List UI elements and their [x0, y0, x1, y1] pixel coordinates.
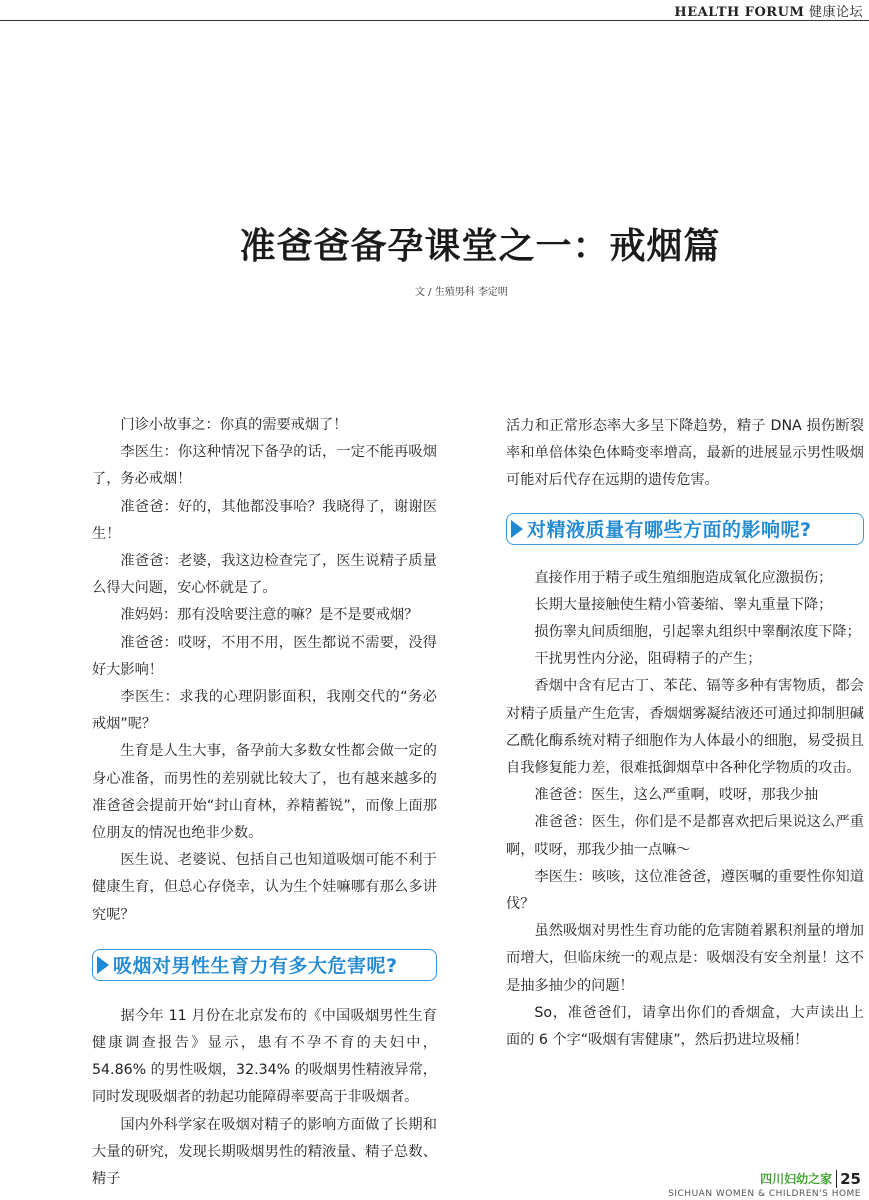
paragraph: 据今年 11 月份在北京发布的《中国吸烟男性生育健康调查报告》显示，患有不孕不育的夫妇中，54.86% 的男性吸烟，32.34% 的吸烟男性精液异常，同时发现吸烟者的勃起功能障碍率要高于非吸烟者。 — [92, 1007, 437, 1106]
paragraph: 李医生：你这种情况下备孕的话，一定不能再吸烟了，务必戒烟！ — [92, 444, 437, 488]
paragraph: 长期大量接触使生精小管萎缩、睾丸重量下降； — [534, 596, 833, 613]
page-footer — [668, 1168, 861, 1199]
running-header — [0, 0, 869, 22]
section-label — [674, 1, 863, 20]
journal-name-en: SICHUAN WOMEN & CHILDREN'S HOME — [668, 1188, 861, 1199]
section-heading-text: 吸烟对男性生育力有多大危害呢? — [113, 955, 398, 978]
paragraph: 干扰男性内分泌，阻碍精子的产生； — [534, 651, 762, 668]
play-arrow-icon — [511, 520, 523, 538]
paragraph: 门诊小故事之：你真的需要戒烟了！ — [120, 417, 348, 433]
paragraph: 准爸爸：老婆，我这边检查完了，医生说精子质量么得大问题，安心怀就是了。 — [92, 553, 437, 597]
page-number: 25 — [836, 1170, 861, 1188]
paragraph: 损伤睾丸间质细胞，引起睾丸组织中睾酮浓度下降； — [534, 624, 861, 641]
paragraph: 准爸爸：医生，这么严重啊，哎呀，那我少抽 — [534, 787, 819, 804]
paragraph: So，准爸爸们，请拿出你们的香烟盒，大声读出上面的 6 个字“吸烟有害健康”，然后扔进垃圾桶！ — [506, 1004, 864, 1049]
paragraph: 医生说、老婆说、包括自己也知道吸烟可能不利于健康生育，但总心存侥幸，认为生个娃嘛哪有那么多讲究呢？ — [92, 852, 437, 923]
play-arrow-icon — [97, 956, 109, 974]
section-heading — [506, 513, 864, 545]
paragraph: 李医生：咳咳，这位准爸爸，遵医嘱的重要性你知道伐？ — [506, 868, 864, 913]
header-rule — [0, 20, 869, 21]
paragraph: 国内外科学家在吸烟对精子的影响方面做了长期和大量的研究，发现长期吸烟男性的精液量、精子总数、精子 — [92, 1116, 437, 1188]
paragraph: 虽然吸烟对男性生育功能的危害随着累积剂量的增加而增大，但临床统一的观点是：吸烟没有安全剂量！这不是抽多抽少的问题！ — [506, 923, 864, 994]
section-label-en: HEALTH FORUM — [674, 5, 805, 20]
journal-name-cn: 四川妇幼之家 — [760, 1172, 833, 1186]
paragraph: 活力和正常形态率大多呈下降趋势，精子 DNA 损伤断裂率和单倍体染色体畸变率增高，最新的进展显示男性吸烟可能对后代存在远期的遗传危害。 — [506, 418, 864, 489]
paragraph: 准爸爸：好的，其他都没事哈？我晓得了，谢谢医生！ — [92, 498, 437, 542]
paragraph: 直接作用于精子或生殖细胞造成氧化应激损伤； — [534, 569, 833, 586]
paragraph: 生育是人生大事，备孕前大多数女性都会做一定的身心准备，而男性的差别就比较大了，也有越来越多的准爸爸会提前开始“封山育林，养精蓄锐”，而像上面那位朋友的情况也绝非少数。 — [92, 743, 437, 842]
article-author: 文 / 生殖男科 李定明 — [415, 287, 508, 298]
paragraph: 准妈妈：那有没啥要注意的嘛？是不是要戒烟？ — [120, 607, 419, 624]
section-label-cn: 健康论坛 — [808, 5, 863, 20]
section-heading — [92, 949, 437, 981]
paragraph: 准爸爸：哎呀，不用不用，医生都说不需要，没得好大影响！ — [92, 634, 437, 678]
section-heading-text: 对精液质量有哪些方面的影响呢? — [527, 519, 812, 542]
paragraph: 李医生：求我的心理阴影面积，我刚交代的“务必戒烟”呢？ — [92, 689, 437, 733]
left-column — [92, 412, 437, 1193]
right-column — [506, 413, 864, 1054]
paragraph: 香烟中含有尼古丁、苯芘、镉等多种有害物质，都会对精子质量产生危害，香烟烟雾凝结液还可通过抑制胆碱乙酰化酶系统对精子细胞作为人体最小的细胞，易受损且自我修复能力差，很难抵御烟草中各种化学物质的攻击。 — [506, 678, 864, 777]
paragraph: 准爸爸：医生，你们是不是都喜欢把后果说这么严重啊，哎呀，那我少抽一点嘛～ — [506, 814, 864, 858]
article-title: 准爸爸备孕课堂之一：戒烟篇 — [239, 226, 721, 267]
